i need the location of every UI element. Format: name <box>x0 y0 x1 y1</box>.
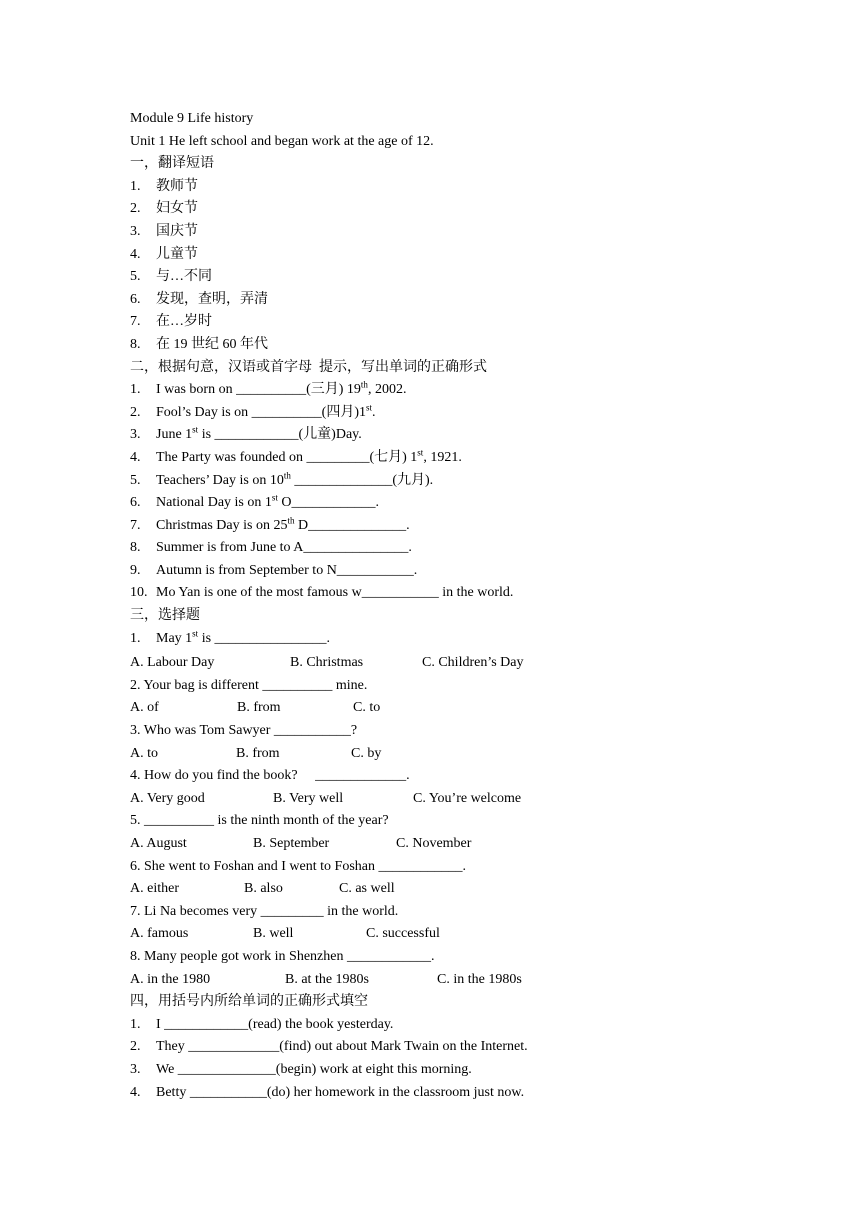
list-item: 6. 发现，查明，弄清 <box>130 291 268 307</box>
list-item: 4. 儿童节 <box>130 246 198 262</box>
choice-options: A. Very good B. Very well C. You’re welcome <box>130 790 522 806</box>
choice-question: 1. May 1st is ________________. <box>130 628 331 646</box>
section-2-heading: 二，根据句意，汉语或首字母 提示，写出单词的正确形式 <box>130 359 487 375</box>
worksheet <box>130 108 750 1104</box>
fill-question: 3. June 1st is ____________(儿童)Day. <box>130 424 362 443</box>
choice-question: 4. How do you find the book? _____________. <box>130 768 410 784</box>
fill-question: 4. Betty ___________(do) her homework in the classroom just now. <box>130 1084 525 1100</box>
fill-question: 1. I was born on __________(三月) 19th, 2002. <box>130 379 407 398</box>
section-1-heading: 一，翻译短语 <box>130 156 214 172</box>
choice-options: A. in the 1980 B. at the 1980s C. in the 1980s <box>130 971 522 987</box>
fill-question: 10. Mo Yan is one of the most famous w___________ in the world. <box>130 585 514 601</box>
section-3-heading: 三，选择题 <box>130 608 200 624</box>
fill-question: 2. Fool’s Day is on __________(四月)1st. <box>130 402 376 420</box>
choice-options: A. August B. September C. November <box>130 836 472 851</box>
fill-question: 5. Teachers’ Day is on 10th ______________(九月). <box>130 469 434 488</box>
choice-options: A. famous B. well C. successful <box>130 926 440 942</box>
fill-question: 6. National Day is on 1st O____________. <box>130 492 380 511</box>
list-item: 3. 国庆节 <box>130 223 198 239</box>
choice-question: 7. Li Na becomes very _________ in the world. <box>130 903 399 919</box>
unit-title: Unit 1 He left school and began work at the age of 12. <box>130 133 434 149</box>
module-title: Module 9 Life history <box>130 111 254 126</box>
fill-question: 4. The Party was founded on _________(七月) 1st, 1921. <box>130 447 462 465</box>
list-item: 7. 在…岁时 <box>130 314 212 330</box>
choice-options: A. of B. from C. to <box>130 700 381 716</box>
list-item: 5. 与…不同 <box>130 269 212 285</box>
choice-question: 3. Who was Tom Sawyer ___________? <box>130 723 358 739</box>
fill-question: 1. I ____________(read) the book yesterday. <box>130 1016 394 1032</box>
choice-question: 2. Your bag is different __________ mine. <box>130 677 368 693</box>
fill-question: 8. Summer is from June to A_______________. <box>130 540 412 556</box>
section-4-heading: 四，用括号内所给单词的正确形式填空 <box>130 994 368 1010</box>
choice-options: A. either B. also C. as well <box>130 881 395 897</box>
fill-question: 2. They _____________(find) out about Mark Twain on the Internet. <box>130 1039 528 1055</box>
fill-question: 9. Autumn is from September to N___________. <box>130 562 418 578</box>
list-item: 8. 在 19 世纪 60 年代 <box>130 336 268 352</box>
choice-question: 5. __________ is the ninth month of the year? <box>130 813 389 829</box>
choice-question: 6. She went to Foshan and I went to Foshan ____________. <box>130 858 466 874</box>
choice-options: A. Labour Day B. Christmas C. Children’s Day <box>130 655 524 671</box>
choice-options: A. to B. from C. by <box>130 745 382 761</box>
list-item: 2. 妇女节 <box>130 201 198 217</box>
list-item: 1. 教师节 <box>130 178 198 194</box>
choice-question: 8. Many people got work in Shenzhen ____________. <box>130 948 435 964</box>
fill-question: 3. We ______________(begin) work at eight this morning. <box>130 1061 472 1077</box>
fill-question: 7. Christmas Day is on 25th D______________. <box>130 515 410 533</box>
